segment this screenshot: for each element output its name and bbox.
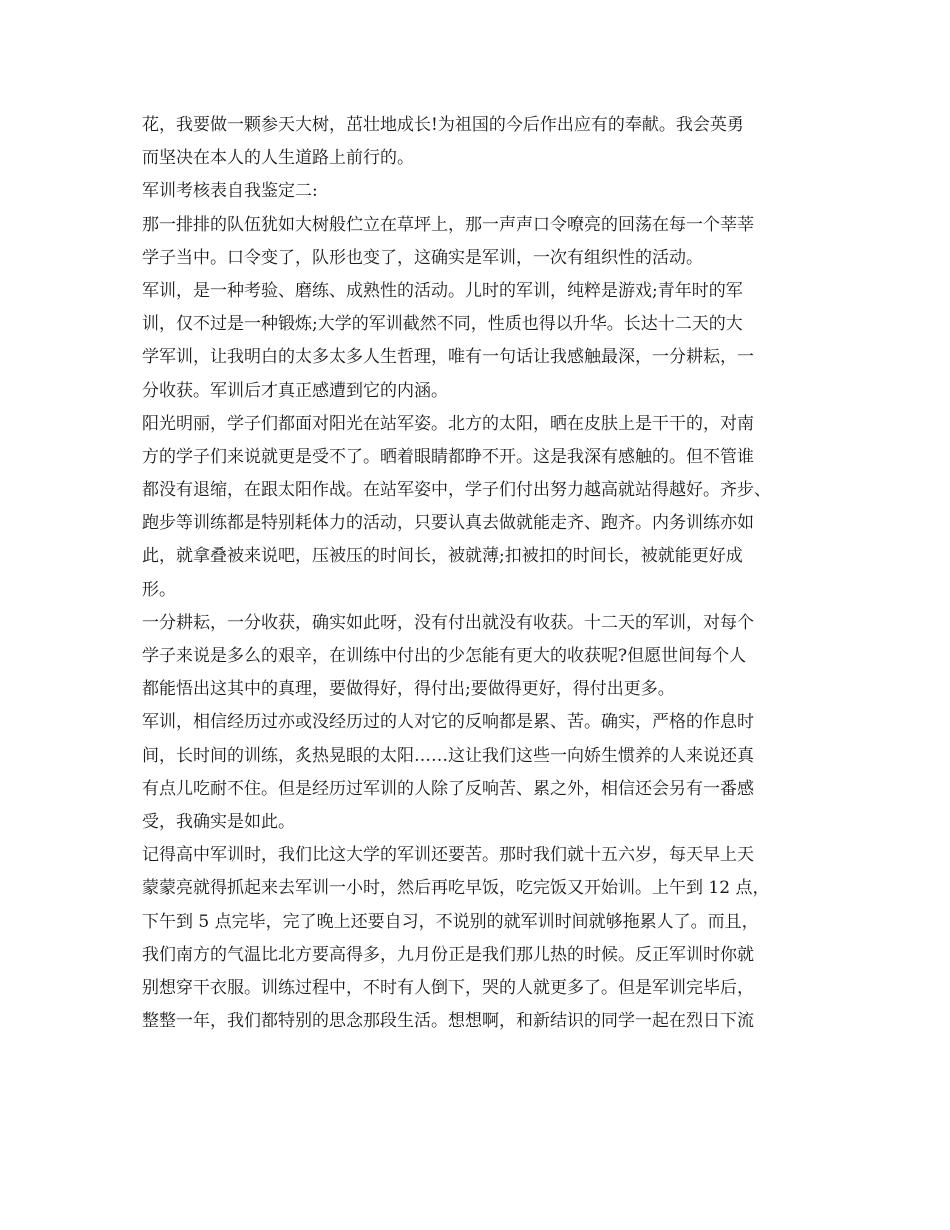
text-line: 那一排排的队伍犹如大树般伫立在草坪上，那一声声口令嘹亮的回荡在每一个莘莘 [142, 214, 754, 235]
text-line: 跑步等训练都是特别耗体力的活动，只要认真去做就能走齐、跑齐。内务训练亦如 [142, 513, 754, 534]
text-line: 此，就拿叠被来说吧，压被压的时间长，被就薄;扣被扣的时间长，被就能更好成 [142, 546, 743, 567]
text-line: 学军训，让我明白的太多太多人生哲理，唯有一句话让我感触最深，一分耕耘，一 [142, 347, 754, 368]
text-line: 军训，相信经历过亦或没经历过的人对它的反响都是累、苦。确实，严格的作息时 [142, 712, 754, 733]
text-line: 蒙蒙亮就得抓起来去军训一小时，然后再吃早饭，吃完饭又开始训。上午到 12 点， [142, 878, 770, 899]
text-line: 阳光明丽，学子们都面对阳光在站军姿。北方的太阳，晒在皮肤上是干干的，对南 [142, 413, 754, 434]
text-line: 一分耕耘，一分收获，确实如此呀，没有付出就没有收获。十二天的军训，对每个 [142, 612, 754, 633]
text-line: 都能悟出这其中的真理，要做得好，得付出;要做得更好，得付出更多。 [142, 679, 675, 700]
text-line: 整整一年，我们都特别的思念那段生活。想想啊，和新结识的同学一起在烈日下流 [142, 1011, 754, 1032]
document-body [142, 109, 822, 1038]
text-line: 下午到 5 点完毕，完了晚上还要自习，不说别的就军训时间就够拖累人了。而且， [142, 911, 759, 932]
text-line: 方的学子们来说就更是受不了。晒着眼睛都睁不开。这是我深有感触的。但不管谁 [142, 446, 754, 467]
text-line: 花，我要做一颗参天大树，茁壮地成长!为祖国的今后作出应有的奉献。我会英勇 [142, 115, 744, 135]
text-line: 有点儿吃耐不住。但是经历过军训的人除了反响苦、累之外，相信还会另有一番感 [142, 778, 754, 799]
section-heading: 军训考核表自我鉴定二: [142, 181, 318, 202]
text-line: 学子当中。口令变了，队形也变了，这确实是军训，一次有组织性的活动。 [142, 247, 703, 268]
text-line: 学子来说是多么的艰辛，在训练中付出的少怎能有更大的收获呢?但愿世间每个人 [142, 646, 747, 666]
text-line: 我们南方的气温比北方要高得多，九月份正是我们那儿热的时候。反正军训时你就 [142, 944, 754, 965]
text-line: 间，长时间的训练，炙热晃眼的太阳……这让我们这些一向娇生惯养的人来说还真 [142, 745, 754, 766]
text-line: 军训，是一种考验、磨练、成熟性的活动。儿时的军训，纯粹是游戏;青年时的军 [142, 280, 743, 301]
text-line: 而坚决在本人的人生道路上前行的。 [142, 148, 414, 169]
text-line: 形。 [142, 579, 176, 600]
text-line: 都没有退缩，在跟太阳作战。在站军姿中，学子们付出努力越高就站得越好。齐步、 [142, 480, 771, 501]
text-line: 训，仅不过是一种锻炼;大学的军训截然不同，性质也得以升华。长达十二天的大 [142, 314, 743, 335]
text-line: 别想穿干衣服。训练过程中，不时有人倒下，哭的人就更多了。但是军训完毕后， [142, 977, 754, 998]
text-line: 分收获。军训后才真正感遭到它的内涵。 [142, 380, 448, 401]
text-line: 受，我确实是如此。 [142, 811, 295, 832]
text-line: 记得高中军训时，我们比这大学的军训还要苦。那时我们就十五六岁，每天早上天 [142, 845, 754, 866]
